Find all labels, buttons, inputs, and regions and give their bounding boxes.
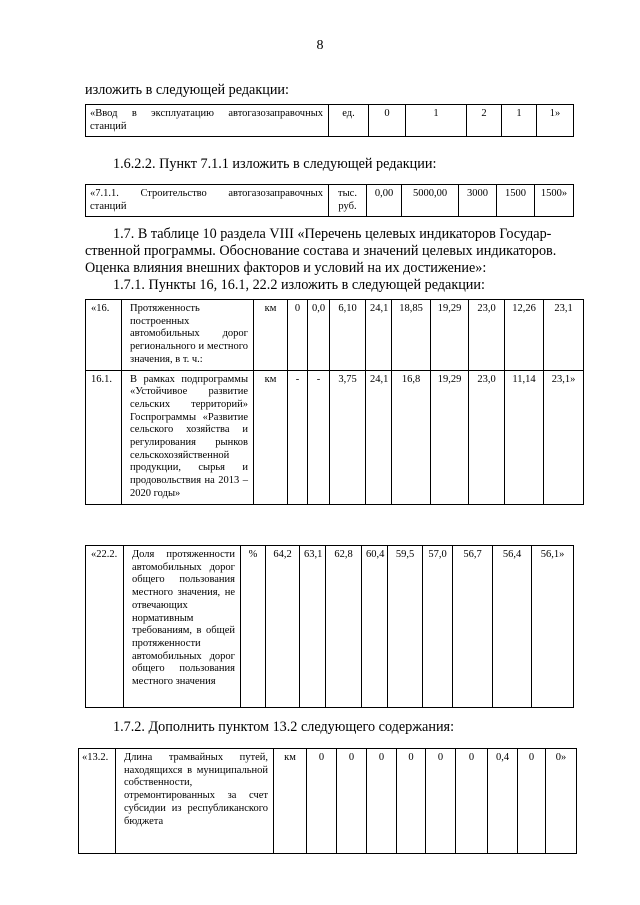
unit-cell: ед. (329, 105, 369, 137)
value-cell: 1500 (497, 185, 535, 217)
indicator-name: В рамках подпрограммы «Устойчивое развитие сельских территорий» Госпрограммы «Развитие сельского хозяйства и регулирования рынков сельскохозяйственной продукции, сырья и продовольствия на 2013 – 2020 годы» (122, 370, 254, 504)
value-cell: 1 (406, 105, 467, 137)
value-cell: 19,29 (431, 300, 469, 371)
table-row (86, 546, 574, 708)
unit-cell: % (241, 546, 266, 708)
value-cell: 19,29 (431, 370, 469, 504)
table-tram-tracks (78, 748, 577, 854)
value-cell: 5000,00 (402, 185, 459, 217)
section-heading: 1.6.2.2. Пункт 7.1.1 изложить в следующей редакции: (113, 156, 437, 172)
indicator-name: «7.1.1. Строительство автогазозаправочных станций (86, 185, 329, 217)
table-gas-stations-count (85, 104, 574, 137)
paragraph-line: 1.7. В таблице 10 раздела VIII «Перечень целевых индикаторов Государ- (113, 226, 552, 242)
value-cell: 23,1 (544, 300, 584, 371)
value-cell: 0,0 (308, 300, 330, 371)
value-cell: 3,75 (330, 370, 366, 504)
table-roads-length (85, 299, 584, 505)
value-cell: 23,1» (544, 370, 584, 504)
value-cell: 60,4 (362, 546, 388, 708)
value-cell: 0 (426, 749, 456, 854)
value-cell: 63,1 (300, 546, 326, 708)
value-cell: 0 (397, 749, 426, 854)
value-cell: 23,0 (469, 370, 505, 504)
indicator-name: «Ввод в эксплуатацию автогазозаправочных станций (86, 105, 329, 137)
paragraph-line: ственной программы. Обоснование состава и значений целевых индикаторов. (85, 243, 557, 259)
row-number: «22.2. (86, 546, 124, 708)
value-cell: 56,7 (453, 546, 493, 708)
value-cell: 56,1» (532, 546, 574, 708)
value-cell: - (308, 370, 330, 504)
value-cell: 0 (337, 749, 367, 854)
table-roads-share (85, 545, 574, 708)
indicator-name: Протяженность построенных автомобильных дорог регионального и местного значения, в т. ч.: (122, 300, 254, 371)
intro-line: изложить в следующей редакции: (85, 82, 289, 98)
unit-cell: км (254, 300, 288, 371)
table-row (86, 370, 584, 504)
value-cell: 59,5 (388, 546, 423, 708)
value-cell: 0,4 (488, 749, 518, 854)
value-cell: 56,4 (493, 546, 532, 708)
paragraph-line: Оценка влияния внешних факторов и условий на их достижение»: (85, 260, 487, 276)
value-cell: 57,0 (423, 546, 453, 708)
indicator-name: Длина трамвайных путей, находящихся в муниципальной собственности, отремонтированных за счет субсидии из республиканского бюджета (116, 749, 274, 854)
value-cell: 24,1 (366, 370, 392, 504)
value-cell: 0 (369, 105, 406, 137)
row-number: «13.2. (79, 749, 116, 854)
section-heading: 1.7.2. Дополнить пунктом 13.2 следующего содержания: (113, 719, 455, 735)
value-cell: 23,0 (469, 300, 505, 371)
table-gas-stations-construction (85, 184, 574, 217)
value-cell: 18,85 (392, 300, 431, 371)
table-row (86, 185, 574, 217)
value-cell: 16,8 (392, 370, 431, 504)
indicator-name: Доля протяженности автомобильных дорог общего пользования местного значения, не отвечающих нормативным требованиям, в общей протяженности автомобильных дорог общего пользования местного значения (124, 546, 241, 708)
page-number: 8 (316, 38, 324, 53)
value-cell: 2 (467, 105, 502, 137)
unit-cell: км (254, 370, 288, 504)
value-cell: 64,2 (266, 546, 300, 708)
value-cell: 0 (456, 749, 488, 854)
value-cell: 0 (518, 749, 546, 854)
value-cell: 0 (288, 300, 308, 371)
value-cell: 1» (537, 105, 574, 137)
value-cell: 62,8 (326, 546, 362, 708)
value-cell: 0» (546, 749, 577, 854)
value-cell: 11,14 (505, 370, 544, 504)
value-cell: - (288, 370, 308, 504)
row-number: «16. (86, 300, 122, 371)
value-cell: 12,26 (505, 300, 544, 371)
value-cell: 0 (307, 749, 337, 854)
table-row (86, 105, 574, 137)
unit-cell: км (274, 749, 307, 854)
value-cell: 6,10 (330, 300, 366, 371)
value-cell: 24,1 (366, 300, 392, 371)
value-cell: 0,00 (367, 185, 402, 217)
section-heading: 1.7.1. Пункты 16, 16.1, 22.2 изложить в следующей редакции: (113, 277, 485, 293)
value-cell: 0 (367, 749, 397, 854)
table-row (79, 749, 577, 854)
value-cell: 1 (502, 105, 537, 137)
row-number: 16.1. (86, 370, 122, 504)
value-cell: 3000 (459, 185, 497, 217)
unit-cell: тыс. руб. (329, 185, 367, 217)
table-row (86, 300, 584, 371)
value-cell: 1500» (535, 185, 574, 217)
